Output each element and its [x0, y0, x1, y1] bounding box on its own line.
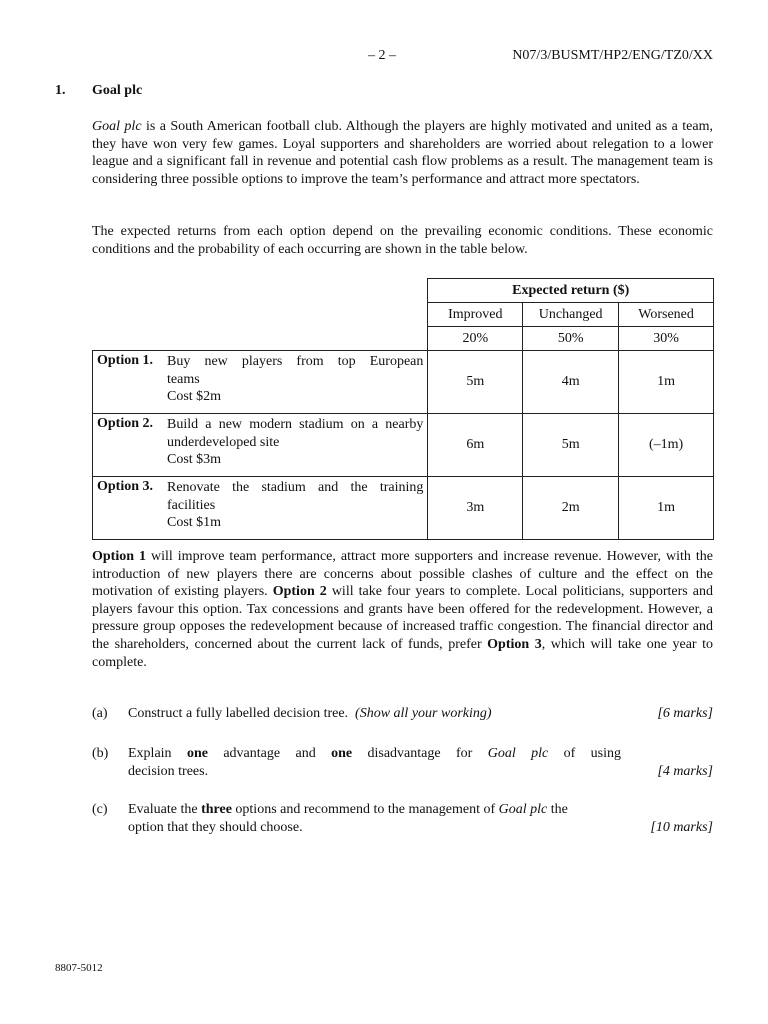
condition-unchanged: Unchanged [523, 303, 619, 327]
part-text-bold: one [186, 746, 208, 761]
part-note: (Show all your working) [355, 706, 492, 721]
option-description: Buy new players from top European [167, 354, 424, 369]
part-text-bold: one [331, 746, 353, 761]
condition-improved: Improved [428, 303, 523, 327]
option-1-text: will improve team performance, attract more supporters and increase revenue. However, with the introduction of new players there are concerns about possible clashes of culture and the effect on the motivation of existing players. [92, 549, 713, 600]
option-label: Option 1. [97, 353, 154, 368]
option-description-cont: underdeveloped site [167, 434, 280, 450]
return-unchanged: 4m [523, 351, 619, 414]
return-unchanged: 5m [523, 414, 619, 477]
question-title: Goal plc [92, 83, 143, 98]
option-cost: Cost $2m [167, 389, 222, 405]
part-marks: [6 marks] [657, 706, 713, 721]
company-name: Goal plc [92, 119, 142, 134]
part-text [128, 745, 621, 780]
return-worsened: 1m [619, 351, 714, 414]
part-label: (a) [92, 706, 108, 721]
part-text-seg: advantage and [207, 746, 332, 761]
intro-paragraph [92, 118, 713, 188]
part-marks: [10 marks] [650, 819, 713, 835]
return-improved: 3m [428, 477, 523, 540]
return-worsened: 1m [619, 477, 714, 540]
part-text-seg: the [547, 802, 568, 817]
part-text [128, 705, 492, 723]
paper-code: N07/3/BUSMT/HP2/ENG/TZ0/XX [512, 48, 713, 63]
option-label: Option 2. [97, 416, 154, 431]
question-part-c [92, 801, 713, 837]
probability-improved: 20% [428, 327, 523, 351]
option-cost: Cost $1m [167, 515, 222, 531]
company-name: Goal plc [498, 802, 548, 817]
options-discussion-paragraph [92, 548, 713, 671]
option-2-text: will take four years to complete. Local politicians, supporters and players favour this option. Tax concessions and grants have been offered for the redevelopment. However, a pressure group opposes the redevelopment because of increased traffic congestion. The financial director and the shareholders, concerned about the current lack of funds, prefer [92, 584, 714, 652]
page-number: – 2 – [368, 48, 396, 63]
condition-worsened: Worsened [619, 303, 714, 327]
part-text-seg: disadvantage for [352, 746, 488, 761]
part-text-seg: of using [548, 746, 621, 761]
part-instruction: Construct a fully labelled decision tree. [128, 706, 349, 721]
table-row-option-2 [93, 414, 714, 477]
part-text-seg: Evaluate the [128, 802, 202, 817]
option-description-cont: facilities [167, 497, 216, 513]
option-description-cont: teams [167, 371, 200, 387]
table-row-option-3 [93, 477, 714, 540]
question-part-b [92, 745, 713, 781]
part-text [128, 801, 621, 836]
return-worsened: (–1m) [619, 414, 714, 477]
option-3-text: , which will take one year to complete. [92, 636, 713, 670]
option-cost: Cost $3m [167, 452, 222, 468]
option-2-ref: Option 2 [272, 584, 327, 600]
option-description: Build a new modern stadium on a nearby [167, 417, 424, 432]
part-marks: [4 marks] [657, 763, 713, 779]
part-text-seg: options and recommend to the management of [231, 802, 499, 817]
table-heading: Expected return ($) [428, 279, 714, 303]
option-description: Renovate the stadium and the training [167, 480, 424, 495]
part-text-bold: three [201, 802, 232, 817]
return-improved: 5m [428, 351, 523, 414]
option-1-ref: Option 1 [92, 549, 147, 564]
intro-text: is a South American football club. Although the players are highly motivated and united as a team, they have won very few games. Loyal supporters and shareholders are worried about relegation to a lower league and a significant fall in revenue and potential cash flow problems as a result. The management team is considering three possible options to improve the team’s performance and attract more spectators. [92, 119, 714, 187]
return-unchanged: 2m [523, 477, 619, 540]
part-label: (c) [92, 802, 108, 817]
question-number: 1. [55, 83, 66, 98]
part-label: (b) [92, 746, 109, 761]
option-3-ref: Option 3 [487, 636, 542, 652]
expected-return-table [92, 278, 714, 540]
part-text-seg: Explain [128, 746, 187, 761]
part-text-line2: decision trees. [128, 763, 209, 779]
footer-code: 8807-5012 [55, 962, 103, 974]
option-label: Option 3. [97, 479, 154, 494]
part-text-line2: option that they should choose. [128, 819, 303, 835]
probability-unchanged: 50% [523, 327, 619, 351]
company-name: Goal plc [487, 746, 549, 761]
return-improved: 6m [428, 414, 523, 477]
table-row-option-1 [93, 351, 714, 414]
question-part-a [92, 705, 713, 723]
conditions-paragraph: The expected returns from each option depend on the prevailing economic conditions. These economic conditions and the probability of each occurring are shown in the table below. [92, 224, 713, 257]
probability-worsened: 30% [619, 327, 714, 351]
